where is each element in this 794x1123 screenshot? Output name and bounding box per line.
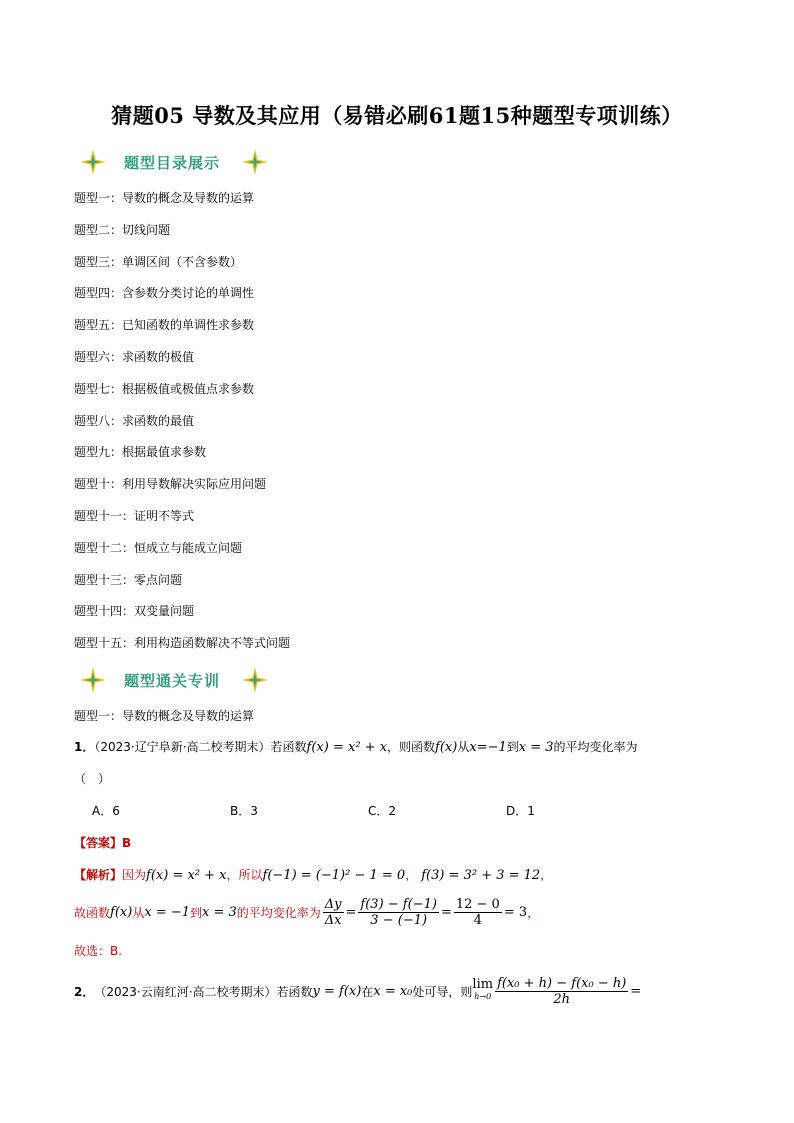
section-header-train [80, 666, 268, 694]
toc-item[interactable]: 题型十五：利用构造函数解决不等式问题 [74, 636, 291, 651]
limit-text: lim [472, 977, 494, 992]
question-source: （2023·辽宁阜新·高二校考期末） [94, 740, 271, 754]
options-row [92, 802, 644, 819]
fraction-denominator: 3 − (−1) [370, 912, 428, 928]
toc-item[interactable]: 题型三：单调区间（不含参数） [74, 254, 243, 269]
toc-item[interactable]: 题型十：利用导数解决实际应用问题 [74, 477, 267, 492]
analysis-text: 的平均变化率为 [236, 905, 321, 920]
toc-item[interactable]: 题型八：求函数的最值 [74, 413, 195, 428]
fraction-numerator: f(x₀ + h) − f(x₀ − h) [497, 975, 627, 991]
analysis-text: ，所以 [226, 868, 263, 882]
math-expression: y = f(x) [312, 983, 362, 999]
fraction-denominator: Δx [324, 912, 342, 928]
equals-sign: = [440, 904, 452, 920]
question-type-heading: 题型一：导数的概念及导数的运算 [74, 709, 255, 723]
fraction-numerator: f(3) − f(−1) [360, 896, 437, 912]
toc-item[interactable]: 题型十一：证明不等式 [74, 508, 195, 523]
math-expression: x = x₀ [373, 983, 413, 999]
math-expression: f(x) = x² + x [306, 740, 388, 755]
analysis-text: ， [405, 868, 418, 882]
fraction-numerator: Δy [324, 896, 342, 912]
analysis-text: 到 [189, 905, 202, 920]
sparkle-icon [80, 149, 106, 175]
stem-text: 若函数 [276, 984, 313, 999]
question-number: 2． [74, 984, 95, 999]
toc-item[interactable]: 题型七：根据极值或极值点求参数 [74, 381, 255, 396]
fraction-denominator: 4 [473, 912, 482, 928]
option-d[interactable]: D．1 [506, 804, 535, 818]
question-1-stem [74, 738, 638, 755]
choice-line: 故选：B. [74, 944, 123, 958]
math-expression: = 3 [503, 904, 528, 920]
math-expression: x = 3 [202, 904, 237, 920]
sparkle-icon [242, 149, 268, 175]
analysis-line-1 [74, 866, 552, 883]
stem-text: 从 [457, 740, 470, 754]
stem-text: 若函数 [270, 740, 307, 754]
equals-sign: = [345, 904, 357, 920]
page-title: 猜题05 导数及其应用（易错必刷61题15种题型专项训练） [111, 103, 683, 128]
stem-text: ，则函数 [387, 740, 436, 754]
toc-list [74, 188, 290, 665]
option-b[interactable]: B．3 [230, 804, 258, 818]
limit-subscript: h→0 [474, 992, 492, 1001]
section-header-toc [80, 148, 268, 176]
math-expression: f(x) [110, 904, 133, 920]
toc-item[interactable]: 题型四：含参数分类讨论的单调性 [74, 286, 255, 301]
fraction [454, 897, 502, 928]
analysis-text: 因为 [122, 868, 147, 882]
math-expression: f(x) = x² + x [146, 868, 227, 883]
answer-tag: 【答案】 [74, 836, 123, 850]
section-label: 题型目录展示 [124, 153, 221, 172]
toc-item[interactable]: 题型十二：恒成立与能成立问题 [74, 540, 243, 555]
fraction-numerator: 12 − 0 [455, 896, 500, 912]
math-expression: f(x) [435, 740, 458, 755]
analysis-line-2 [74, 894, 539, 930]
math-expression: x=−1 [469, 740, 507, 755]
option-a[interactable]: A．6 [92, 804, 120, 818]
answer-value: B [122, 836, 132, 850]
question-number: 1． [74, 740, 95, 754]
limit-operator [472, 979, 493, 1003]
math-expression: f(−1) = (−1)² − 1 = 0 [262, 868, 406, 883]
fraction [358, 897, 439, 928]
analysis-tag: 【解析】 [74, 868, 123, 882]
toc-item[interactable]: 题型九：根据最值求参数 [74, 445, 207, 460]
equals-sign: = [630, 983, 642, 999]
option-c[interactable]: C．2 [368, 804, 397, 818]
stem-text: 的平均变化率为 [553, 740, 638, 754]
toc-item[interactable]: 题型一：导数的概念及导数的运算 [74, 191, 255, 205]
analysis-text: ， [527, 905, 540, 920]
answer-line [74, 834, 131, 851]
toc-item[interactable]: 题型六：求函数的极值 [74, 349, 195, 364]
stem-text: 处可导，则 [412, 984, 473, 999]
toc-item[interactable]: 题型十四：双变量问题 [74, 604, 195, 619]
toc-item[interactable]: 题型二：切线问题 [74, 222, 171, 237]
fraction [323, 897, 344, 928]
toc-item[interactable]: 题型十三：零点问题 [74, 572, 183, 587]
question-blank: （ ） [74, 772, 111, 786]
analysis-text: 故函数 [74, 905, 111, 920]
section-label: 题型通关专训 [124, 671, 221, 690]
toc-item[interactable]: 题型五：已知函数的单调性求参数 [74, 318, 255, 333]
fraction [495, 976, 628, 1007]
math-expression: x = −1 [144, 904, 190, 920]
sparkle-icon [80, 667, 106, 693]
analysis-text: 从 [132, 905, 145, 920]
fraction-denominator: 2h [553, 991, 571, 1007]
analysis-text: ， [540, 868, 553, 882]
stem-text: 到 [506, 740, 519, 754]
question-2-stem [74, 972, 641, 1010]
stem-text: 在 [361, 984, 374, 999]
math-expression: x = 3 [518, 740, 554, 755]
sparkle-icon [242, 667, 268, 693]
question-source: （2023·云南红河·高二校考期末） [94, 984, 277, 999]
math-expression: f(3) = 3² + 3 = 12 [421, 868, 541, 883]
